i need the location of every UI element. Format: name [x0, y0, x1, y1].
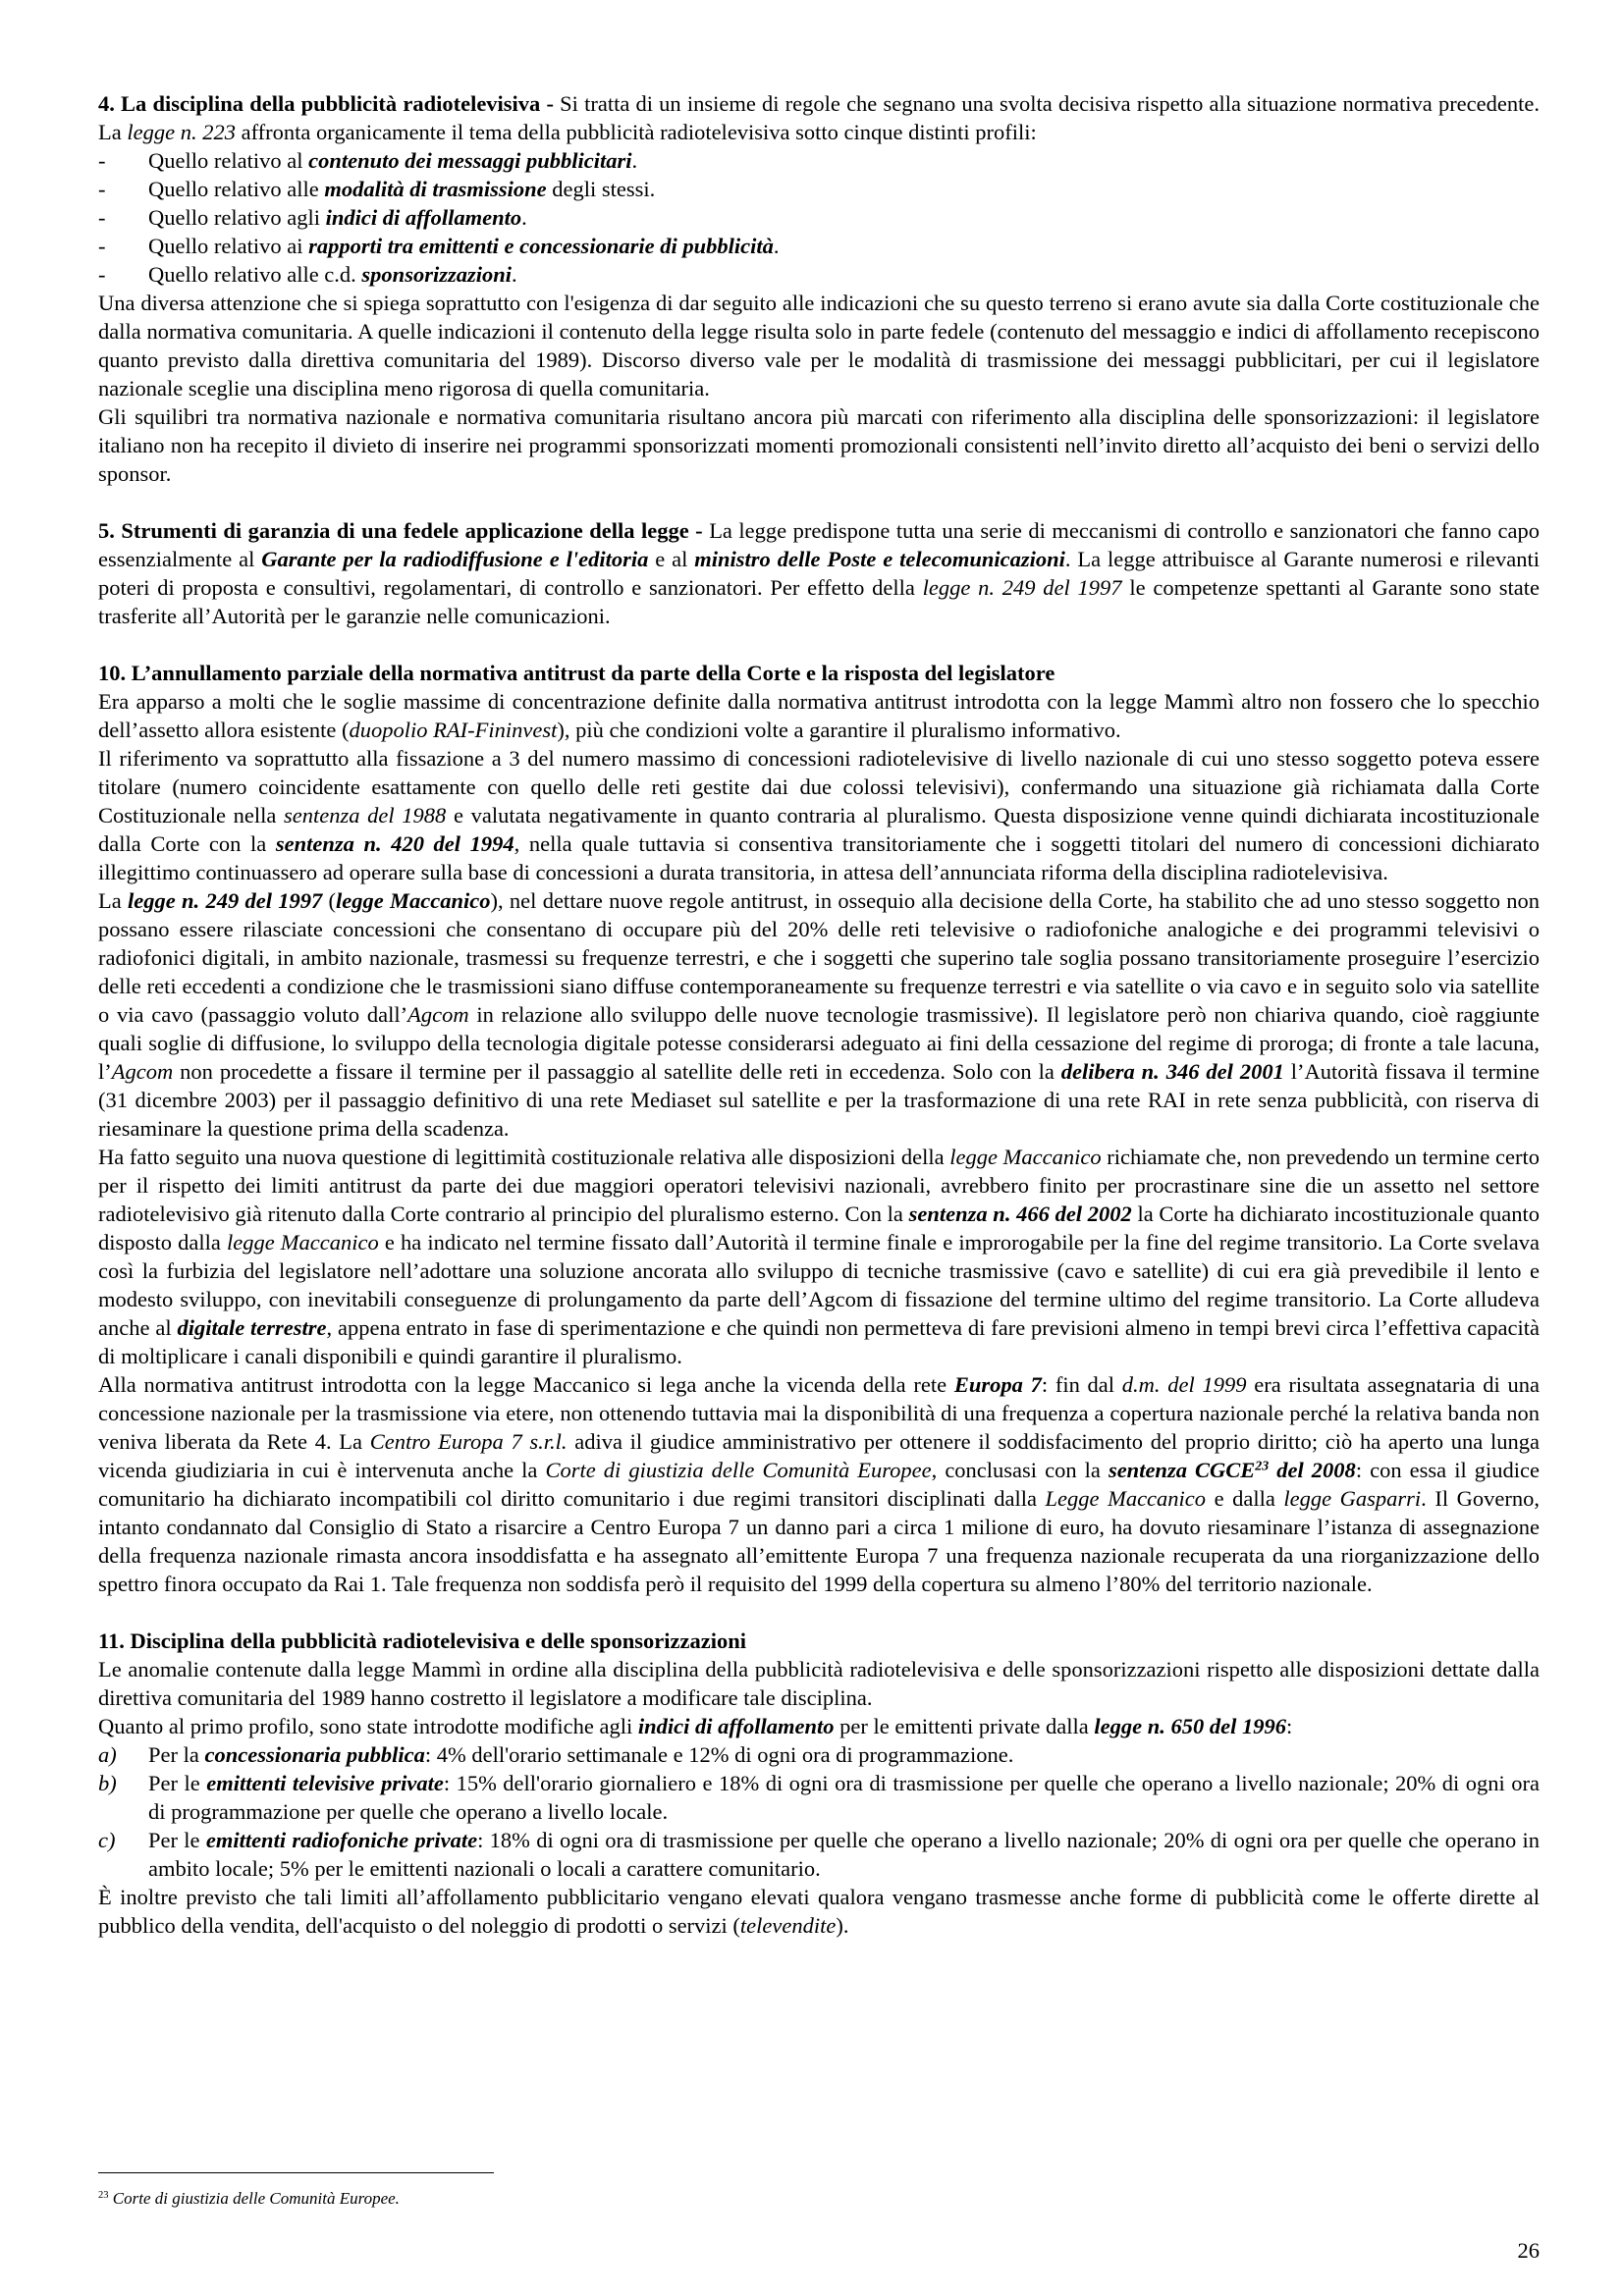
- text-run: Quello relativo alle c.d.: [148, 262, 362, 287]
- section-10: [98, 659, 1540, 1598]
- text-run: ), più che condizioni volte a garantire il pluralismo informativo.: [557, 718, 1121, 742]
- text-run: degli stessi.: [546, 177, 656, 201]
- text-run: , conclusasi con la: [931, 1458, 1109, 1482]
- text-run: Quanto al primo profilo, sono state introdotte modifiche agli: [98, 1714, 638, 1738]
- footnote: [98, 2188, 1540, 2210]
- section-title: 4. La disciplina della pubblicità radiotelevisiva -: [98, 91, 561, 116]
- footnote-marker: 23: [98, 2190, 109, 2202]
- list-marker: c): [98, 1828, 116, 1852]
- text-run: .: [773, 234, 780, 258]
- emphasis-text: sentenza n. 420 del 1994: [275, 831, 514, 856]
- emphasis-text: delibera n. 346 del 2001: [1060, 1059, 1284, 1084]
- section-5: [98, 516, 1540, 630]
- text-run: le competenze spettanti al Garante sono state trasferite all’Autorità per le garanzie nelle comunicazioni.: [98, 575, 1540, 628]
- text-run: Si tratta di un insieme di regole che segnano una svolta decisiva rispetto alla situazione normativa precedente. La: [98, 91, 1540, 144]
- text-run: Quello relativo ai: [148, 234, 309, 258]
- text-run: : 18% di ogni ora di trasmissione per quelle che operano a livello nazionale; 20% di ogni ora per quelle che operano in ambito locale; 5% per le emittenti nazionali o locali a carattere comunitario.: [148, 1828, 1540, 1881]
- footnote-separator: [98, 2172, 494, 2173]
- text-run: Le anomalie contenute dalla legge Mammì in ordine alla disciplina della pubblicità radiotelevisiva e delle sponsorizzazioni rispetto alle disposizioni dettate dalla direttiva comunitaria del 1989 hanno costretto il legislatore a modificare tale disciplina.: [98, 1657, 1540, 1710]
- text-run: e valutata negativamente in quanto contraria al pluralismo. Questa disposizione venne quindi dichiarata incostituzionale dalla Corte con la: [98, 803, 1540, 856]
- text-run: :: [1286, 1714, 1293, 1738]
- text-run: ).: [836, 1913, 849, 1938]
- text-run: Ha fatto seguito una nuova questione di legittimità costituzionale relativa alle disposizioni della: [98, 1145, 950, 1169]
- italic-text: duopolio RAI-Fininvest: [349, 718, 558, 742]
- section-11: [98, 1627, 1540, 1940]
- text-run: in relazione allo sviluppo delle nuove tecnologie trasmissive). Il legislatore però non chiariva quando, cioè raggiunte quali soglie di diffusione, lo sviluppo della tecnologia digitale potesse considerarsi adeguato ai fini della cessazione del regime di proroga; di fronte a tale lacuna, l’: [98, 1002, 1540, 1084]
- text-run: era risultata assegnataria di una concessione nazionale per la trasmissione via etere, non ottenendo tuttavia mai la disponibilità di una frequenza a copertura nazionale perché la relativa banda non veniva liberata da Rete 4. La: [98, 1372, 1540, 1454]
- italic-text: legge Gasparri: [1283, 1486, 1422, 1511]
- text-run: Per la: [148, 1742, 205, 1767]
- italic-text: televendite: [739, 1913, 837, 1938]
- page-number: 26: [1517, 2238, 1540, 2263]
- list-marker: b): [98, 1771, 117, 1795]
- emphasis-text: digitale terrestre: [177, 1315, 327, 1340]
- text-run: non procedette a fissare il termine per il passaggio al satellite delle reti in eccedenza. Solo con la: [173, 1059, 1061, 1084]
- text-run: , appena entrato in fase di sperimentazione e che quindi non permetteva di fare previsioni almeno in tempi brevi circa l’effettiva capacità di moltiplicare i canali disponibili e quindi garantire il pluralismo.: [98, 1315, 1540, 1368]
- list-marker: -: [98, 205, 106, 230]
- list-item: [98, 232, 1540, 260]
- italic-text: sentenza del 1988: [284, 803, 447, 828]
- italic-text: Corte di giustizia delle Comunità Europee: [545, 1458, 932, 1482]
- list-marker: -: [98, 148, 106, 173]
- text-run: per le emittenti private dalla: [834, 1714, 1095, 1738]
- paragraph: [98, 1370, 1540, 1598]
- emphasis-text: Europa 7: [953, 1372, 1042, 1397]
- paragraph: [98, 1883, 1540, 1940]
- emphasis-text: emittenti televisive private: [206, 1771, 444, 1795]
- paragraph: [98, 744, 1540, 886]
- text-run: Per le: [148, 1828, 206, 1852]
- document-body: [98, 89, 1540, 1940]
- list-item: [98, 260, 1540, 289]
- italic-text: Corte di giustizia delle Comunità Europee.: [108, 2189, 400, 2208]
- italic-text: d.m. del 1999: [1121, 1372, 1247, 1397]
- text-run: : fin dal: [1041, 1372, 1122, 1397]
- italic-text: Legge Maccanico: [1045, 1486, 1207, 1511]
- list-item: [98, 203, 1540, 232]
- emphasis-text: legge Maccanico: [336, 888, 491, 913]
- emphasis-text: legge n. 249 del 1997: [128, 888, 323, 913]
- paragraph: [98, 516, 1540, 630]
- emphasis-text: Garante per la radiodiffusione e l'editoria: [261, 547, 649, 571]
- heading-text: 10. L’annullamento parziale della normativa antitrust da parte della Corte e la risposta del legislatore: [98, 661, 1055, 685]
- paragraph: [98, 687, 1540, 744]
- list-item: [98, 1769, 1540, 1826]
- text-run: : 15% dell'orario giornaliero e 18% di ogni ora di trasmissione per quelle che operano a livello nazionale; 20% di ogni ora di programmazione per quelle che operano a livello locale.: [148, 1771, 1540, 1824]
- text-run: .: [631, 148, 638, 173]
- list-item: [98, 175, 1540, 203]
- text-run: e al: [648, 547, 695, 571]
- emphasis-text: indici di affollamento: [325, 205, 522, 230]
- text-run: Il riferimento va soprattutto alla fissazione a 3 del numero massimo di concessioni radiotelevisive di livello nazionale di cui uno stesso soggetto poteva essere titolare (numero coincidente esattamente con quello delle reti gestite dai due colossi televisivi), confermando una situazione già richiamata dalla Corte Costituzionale nella: [98, 746, 1540, 828]
- text-run: La legge predispone tutta una serie di meccanismi di controllo e sanzionatori che fanno capo essenzialmente al: [98, 518, 1540, 571]
- text-run: e ha indicato nel termine fissato dall’Autorità il termine finale e improrogabile per la fine del regime transitorio. La Corte svelava così la furbizia del legislatore nell’adottare una soluzione ancorata allo sviluppo di tecniche trasmissive (cavo e satellite) di cui era già prevedibile il lento e modesto sviluppo, con inevitabili conseguenze di prolungamento da parte dell’Agcom di fissazione del termine ultimo del regime transitorio. La Corte alludeva anche al: [98, 1230, 1541, 1340]
- paragraph: [98, 89, 1540, 146]
- text-run: : 4% dell'orario settimanale e 12% di ogni ora di programmazione.: [424, 1742, 1014, 1767]
- text-run: la Corte ha dichiarato incostituzionale quanto disposto dalla: [98, 1201, 1541, 1255]
- emphasis-text: indici di affollamento: [637, 1714, 835, 1738]
- section-heading: [98, 1627, 1540, 1655]
- italic-text: legge Maccanico: [949, 1145, 1102, 1169]
- list-item: [98, 1740, 1540, 1769]
- section-4: [98, 89, 1540, 488]
- italic-text: Agcom: [111, 1059, 174, 1084]
- text-run: Quello relativo al: [148, 148, 309, 173]
- paragraph: [98, 402, 1540, 488]
- text-run: (: [322, 888, 337, 913]
- text-run: , nella quale tuttavia si consentiva transitoriamente che i soggetti titolari del numero di concessioni dichiarato illegittimo continuassero ad operare sulla base di concessioni a durata transitoria, in attesa dell’annunciata riforma della disciplina radiotelevisiva.: [98, 831, 1540, 884]
- emphasis-text: rapporti tra emittenti e concessionarie di pubblicità: [308, 234, 774, 258]
- paragraph: [98, 886, 1540, 1143]
- text-run: La: [98, 888, 129, 913]
- text-run: affronta organicamente il tema della pubblicità radiotelevisiva sotto cinque distinti profili:: [235, 120, 1037, 144]
- text-run: . La legge attribuisce al Garante numerosi e rilevanti poteri di proposta e consultivi, regolamentari, di controllo e sanzionatori. Per effetto della: [98, 547, 1541, 600]
- text-run: Una diversa attenzione che si spiega soprattutto con l'esigenza di dar seguito alle indicazioni che su questo terreno si erano avute sia dalla Corte costituzionale che dalla normativa comunitaria. A quelle indicazioni il contenuto della legge risulta solo in parte fedele (contenuto del messaggio e indici di affollamento recepiscono quanto previsto dalla direttiva comunitaria del 1989). Discorso diverso vale per le modalità di trasmissione dei messaggi pubblicitari, per cui il legislatore nazionale sceglie una disciplina meno rigorosa di quella comunitaria.: [98, 291, 1540, 400]
- list-marker: -: [98, 262, 106, 287]
- emphasis-text: sentenza CGCE: [1108, 1458, 1256, 1482]
- list-marker: -: [98, 234, 106, 258]
- italic-text: legge Maccanico: [226, 1230, 379, 1255]
- text-run: Quello relativo agli: [148, 205, 326, 230]
- paragraph: [98, 1712, 1540, 1740]
- footnote-reference: 23: [1255, 1459, 1270, 1474]
- list-item: [98, 146, 1540, 175]
- text-run: l’Autorità fissava il termine (31 dicembre 2003) per il passaggio definitivo di una rete Mediaset sul satellite e per la trasformazione di una rete RAI in rete senza pubblicità, con riserva di riesaminare la questione prima della scadenza.: [98, 1059, 1541, 1141]
- italic-text: Agcom: [407, 1002, 469, 1027]
- italic-text: legge n. 223: [127, 120, 236, 144]
- text-run: Quello relativo alle: [148, 177, 325, 201]
- emphasis-text: modalità di trasmissione: [324, 177, 547, 201]
- paragraph: [98, 1655, 1540, 1712]
- text-run: adiva il giudice amministrativo per ottenere il soddisfacimento del proprio diritto; ciò ha aperto una lunga vicenda giudiziaria in cui è intervenuta anche la: [98, 1429, 1540, 1482]
- text-run: .: [521, 205, 527, 230]
- emphasis-text: sentenza n. 466 del 2002: [908, 1201, 1132, 1226]
- list-marker: a): [98, 1742, 117, 1767]
- emphasis-text: legge n. 650 del 1996: [1094, 1714, 1286, 1738]
- text-run: e dalla: [1206, 1486, 1284, 1511]
- text-run: Era apparso a molti che le soglie massime di concentrazione definite dalla normativa antitrust introdotta con la legge Mammì altro non fossero che lo specchio dell’assetto allora esistente (: [98, 689, 1540, 742]
- list-item: [98, 1826, 1540, 1883]
- footnote-text: [109, 2189, 400, 2208]
- emphasis-text: contenuto dei messaggi pubblicitari: [308, 148, 632, 173]
- italic-text: legge n. 249 del 1997: [922, 575, 1122, 600]
- emphasis-text: emittenti radiofoniche private: [205, 1828, 478, 1852]
- text-run: ), nel dettare nuove regole antitrust, in ossequio alla decisione della Corte, ha stabilito che ad uno stesso soggetto non possano essere rilasciate concessioni che consentano di occupare più del 20% delle reti televisive o radiofoniche analogiche e dei programmi televisivi o radiofonici digitali, in ambito nazionale, trasmessi su frequenze terrestri, e che i soggetti che superino tale soglia possano transitoriamente proseguire l’esercizio delle reti eccedenti a condizione che le trasmissioni siano diffuse contemporaneamente su frequenze terrestri e via satellite o via cavo e in seguito solo via satellite o via cavo (passaggio voluto dall’: [98, 888, 1540, 1027]
- italic-text: Centro Europa 7 s.r.l.: [369, 1429, 568, 1454]
- text-run: Per le: [148, 1771, 207, 1795]
- emphasis-text: concessionaria pubblica: [204, 1742, 425, 1767]
- emphasis-text: del 2008: [1269, 1458, 1356, 1482]
- text-run: Gli squilibri tra normativa nazionale e normativa comunitaria risultano ancora più marcati con riferimento alla disciplina delle sponsorizzazioni: il legislatore italiano non ha recepito il divieto di inserire nei programmi sponsorizzati momenti promozionali consistenti nell’invito diretto all’acquisto dei beni o servizi dello sponsor.: [98, 404, 1540, 486]
- text-run: richiamate che, non prevedendo un termine certo per il rispetto dei limiti antitrust da parte dei due maggiori operatori televisivi nazionali, avrebbero finito per procrastinare sine die un assetto nel settore radiotelevisivo già ritenuto dalla Corte contrario al principio del pluralismo esterno. Con la: [98, 1145, 1540, 1226]
- text-run: . Il Governo, intanto condannato dal Consiglio di Stato a risarcire a Centro Europa 7 un danno pari a circa 1 milione di euro, ha dovuto riesaminare l’istanza di assegnazione della frequenza nazionale rimasta ancora insoddisfatta e ha assegnato all’emittente Europa 7 una frequenza nazionale recuperata da una riorganizzazione dello spettro finora occupato da Rai 1. Tale frequenza non soddisfa però il requisito del 1999 della copertura su almeno l’80% del territorio nazionale.: [98, 1486, 1540, 1596]
- heading-text: 11. Disciplina della pubblicità radiotelevisiva e delle sponsorizzazioni: [98, 1629, 747, 1653]
- text-run: Alla normativa antitrust introdotta con la legge Maccanico si lega anche la vicenda della rete: [98, 1372, 954, 1397]
- text-run: .: [512, 262, 517, 287]
- text-run: : con essa il giudice comunitario ha dichiarato incompatibili col diritto comunitario i due regimi transitori disciplinati dalla: [98, 1458, 1540, 1511]
- paragraph: [98, 289, 1540, 402]
- section-title: 5. Strumenti di garanzia di una fedele applicazione della legge -: [98, 518, 710, 543]
- emphasis-text: sponsorizzazioni: [361, 262, 512, 287]
- list-marker: -: [98, 177, 106, 201]
- paragraph: [98, 1143, 1540, 1370]
- emphasis-text: ministro delle Poste e telecomunicazioni: [694, 547, 1065, 571]
- text-run: È inoltre previsto che tali limiti all’affollamento pubblicitario vengano elevati qualora vengano trasmesse anche forme di pubblicità come le offerte dirette al pubblico della vendita, dell'acquisto o del noleggio di prodotti o servizi (: [98, 1885, 1540, 1938]
- section-heading: [98, 659, 1540, 687]
